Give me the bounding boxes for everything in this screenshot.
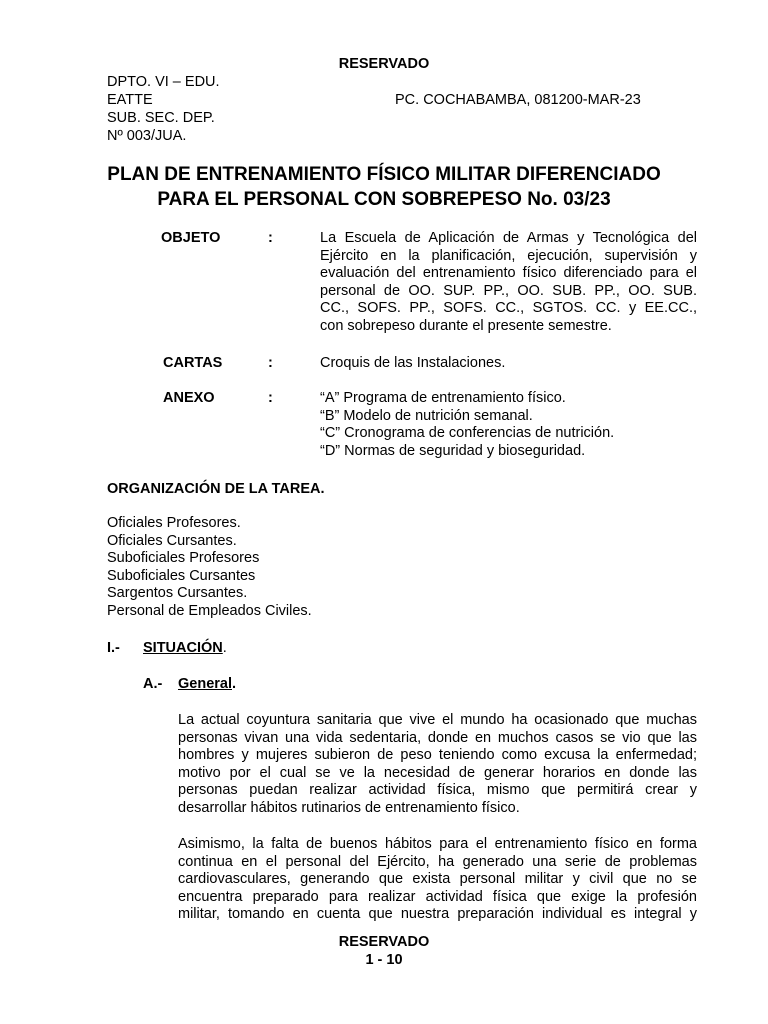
paragraph-line: personas vivan una vida sedentaria, donde en muchos casos se vio que las bbox=[178, 729, 697, 746]
document-title-line-1: PLAN DE ENTRENAMIENTO FÍSICO MILITAR DIFERENCIADO bbox=[107, 164, 661, 185]
anexo-colon: : bbox=[268, 390, 273, 406]
paragraph-line: desarrollar hábitos rutinarios de entrenamiento físico. bbox=[178, 799, 520, 816]
objeto-line: evaluación del entrenamiento físico diferenciado para el bbox=[320, 265, 697, 281]
header-place-date: PC. COCHABAMBA, 081200-MAR-23 bbox=[395, 92, 641, 108]
header-number: Nº 003/JUA. bbox=[107, 128, 187, 144]
header-dept: DPTO. VI – EDU. bbox=[107, 74, 220, 90]
page-number: 1 - 10 bbox=[365, 952, 403, 968]
objeto-label: OBJETO bbox=[161, 230, 221, 246]
general-paragraph-1 bbox=[178, 712, 697, 817]
paragraph-line: encuentra preparado para realizar actividad física que exige la profesión bbox=[178, 888, 697, 905]
general-heading-suffix: . bbox=[232, 676, 237, 692]
objeto-line: personal de OO. SUP. PP., OO. SUB. PP., OO. SUB. bbox=[320, 282, 697, 299]
classification-bottom: RESERVADO bbox=[338, 934, 430, 950]
cartas-text: Croquis de las Instalaciones. bbox=[320, 355, 506, 371]
anexo-item: “A” Programa de entrenamiento físico. bbox=[320, 390, 566, 406]
organizacion-item: Suboficiales Profesores bbox=[107, 550, 260, 566]
objeto-line: Ejército en la planificación, ejecución, supervisión y bbox=[320, 247, 697, 264]
anexo-item: “C” Cronograma de conferencias de nutrición. bbox=[320, 425, 615, 441]
objeto-text bbox=[320, 230, 697, 335]
organizacion-item: Sargentos Cursantes. bbox=[107, 585, 248, 601]
organizacion-item: Oficiales Profesores. bbox=[107, 515, 241, 531]
organizacion-list bbox=[107, 515, 312, 620]
objeto-line: CC., SOFS. PP., SOFS. CC., SGTOS. CC. y EE.CC., bbox=[320, 300, 697, 316]
document-title-line-2: PARA EL PERSONAL CON SOBREPESO No. 03/23 bbox=[157, 189, 611, 210]
paragraph-line: motivo por el cual se ve la necesidad de generar horarios en donde las bbox=[178, 764, 697, 781]
objeto-line: La Escuela de Aplicación de Armas y Tecnológica del bbox=[320, 230, 697, 246]
organizacion-item: Personal de Empleados Civiles. bbox=[107, 602, 312, 619]
general-heading-text: General bbox=[178, 676, 232, 692]
paragraph-line: hombres y mujeres subieron de peso teniendo como excusa la enfermedad; bbox=[178, 747, 697, 763]
cartas-colon: : bbox=[268, 355, 273, 371]
general-heading bbox=[178, 676, 236, 694]
cartas-label: CARTAS bbox=[163, 355, 223, 371]
general-number: A.- bbox=[143, 676, 163, 692]
anexo-item: “B” Modelo de nutrición semanal. bbox=[320, 407, 533, 424]
situacion-heading bbox=[143, 640, 227, 658]
paragraph-line: cardiovasculares, generando que exista personal militar y civil que no se bbox=[178, 871, 697, 887]
classification-top: RESERVADO bbox=[338, 56, 430, 72]
paragraph-line: continua en el personal del Ejército, ha generado una serie de problemas bbox=[178, 853, 697, 870]
paragraph-line: Asimismo, la falta de buenos hábitos para el entrenamiento físico en forma bbox=[178, 836, 697, 852]
organizacion-item: Oficiales Cursantes. bbox=[107, 532, 237, 549]
header-unit: EATTE bbox=[107, 92, 153, 108]
situacion-heading-text: SITUACIÓN bbox=[143, 640, 223, 656]
paragraph-line: militar, tomando en cuenta que nuestra preparación individual es integral y bbox=[178, 906, 697, 922]
situacion-number: I.- bbox=[107, 640, 120, 656]
organizacion-heading: ORGANIZACIÓN DE LA TAREA. bbox=[107, 481, 325, 497]
anexo-list bbox=[320, 390, 614, 460]
general-paragraph-2 bbox=[178, 836, 697, 924]
paragraph-line: personas puedan realizar actividad física, mismo que permitirá crear y bbox=[178, 782, 697, 798]
header-subsection: SUB. SEC. DEP. bbox=[107, 110, 215, 126]
anexo-label: ANEXO bbox=[163, 390, 215, 406]
situacion-heading-suffix: . bbox=[222, 640, 227, 656]
organizacion-item: Suboficiales Cursantes bbox=[107, 567, 256, 584]
objeto-line: con sobrepeso durante el presente semestre. bbox=[320, 317, 612, 334]
objeto-colon: : bbox=[268, 230, 273, 246]
paragraph-line: La actual coyuntura sanitaria que vive el mundo ha ocasionado que muchas bbox=[178, 712, 697, 728]
anexo-item: “D” Normas de seguridad y bioseguridad. bbox=[320, 442, 586, 459]
